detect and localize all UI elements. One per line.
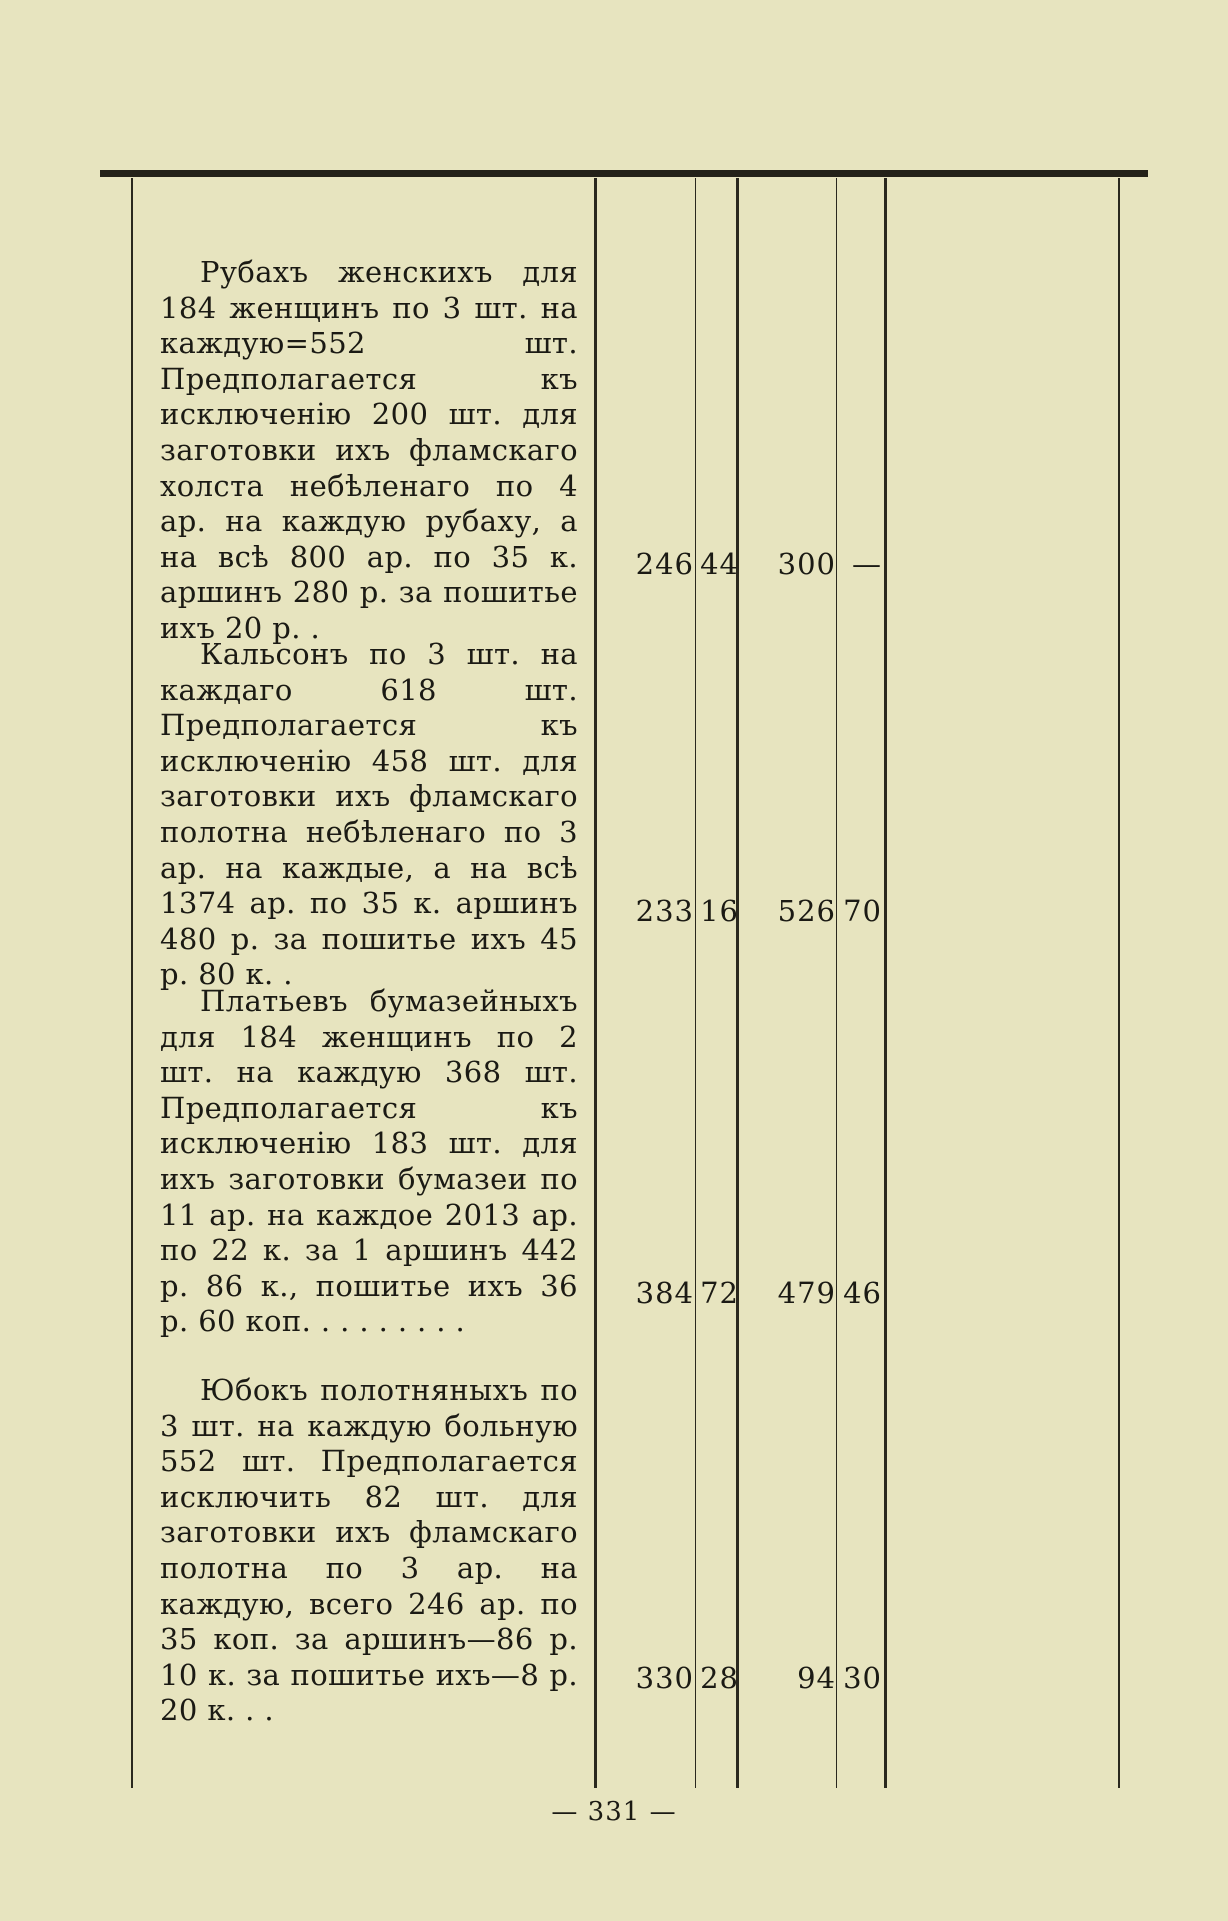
- entry-total-rubles: 526: [777, 894, 836, 928]
- entry-kopecks-amount: 44: [700, 547, 739, 581]
- right-column-rule: [884, 178, 887, 1788]
- entry-kopecks-amount: 72: [700, 1276, 739, 1310]
- entry-total-kopecks: —: [852, 547, 882, 581]
- entry-kopecks-amount: 16: [700, 894, 739, 928]
- ledger-entry-text: Платьевъ бумазейныхъ для 184 женщинъ по 2 шт. на каждую 368 шт. Предполагается къ исключенію 183 шт. для ихъ заготовки бумазеи по 11 ар. на каждое 2013 ар. по 22 к. за 1 аршинъ 442 р. 86 к., пошитье ихъ 36 р. 60 коп. . . . . . . . .: [160, 984, 578, 1339]
- ledger-entry-text: Кальсонъ по 3 шт. на каждаго 618 шт. Предполагается къ исключенію 458 шт. для заготовки ихъ фламскаго полотна небѣленаго по 3 ар. на каждые, а на всѣ 1374 ар. по 35 к. аршинъ 480 р. за пошитье ихъ 45 р. 80 к. .: [160, 637, 578, 992]
- rubles-kopecks-rule-1: [695, 178, 696, 1788]
- entry-total-kopecks: 30: [843, 1661, 882, 1695]
- entry-rubles-amount: 246: [635, 547, 694, 581]
- entry-total-kopecks: 46: [843, 1276, 882, 1310]
- ledger-entry-text: Юбокъ полотняныхъ по 3 шт. на каждую больную 552 шт. Предполагается исключить 82 шт. для заготовки ихъ фламскаго полотна по 3 ар. на каждую, всего 246 ар. по 35 коп. за аршинъ—86 р. 10 к. за пошитье ихъ—8 р. 20 к. . .: [160, 1373, 578, 1728]
- text-column-rule: [594, 178, 597, 1788]
- entry-kopecks-amount: 28: [700, 1661, 739, 1695]
- right-margin-rule: [1118, 178, 1120, 1788]
- entry-rubles-amount: 384: [635, 1276, 694, 1310]
- entry-rubles-amount: 330: [635, 1661, 694, 1695]
- entry-total-rubles: 300: [777, 547, 836, 581]
- ledger-entry-text: Рубахъ женскихъ для 184 женщинъ по 3 шт. на каждую=552 шт. Предполагается къ исключенію 200 шт. для заготовки ихъ фламскаго холста небѣленаго по 4 ар. на каждую рубаху, а на всѣ 800 ар. по 35 к. аршинъ 280 р. за пошитье ихъ 20 р. .: [160, 255, 578, 645]
- entry-total-rubles: 94: [797, 1661, 836, 1695]
- entry-total-rubles: 479: [777, 1276, 836, 1310]
- entry-rubles-amount: 233: [635, 894, 694, 928]
- left-margin-rule: [131, 178, 133, 1788]
- total-column-rule: [736, 178, 739, 1788]
- rubles-kopecks-rule-2: [836, 178, 837, 1788]
- entry-total-kopecks: 70: [843, 894, 882, 928]
- top-rule: [100, 170, 1148, 177]
- page-number: — 331 —: [551, 1797, 677, 1827]
